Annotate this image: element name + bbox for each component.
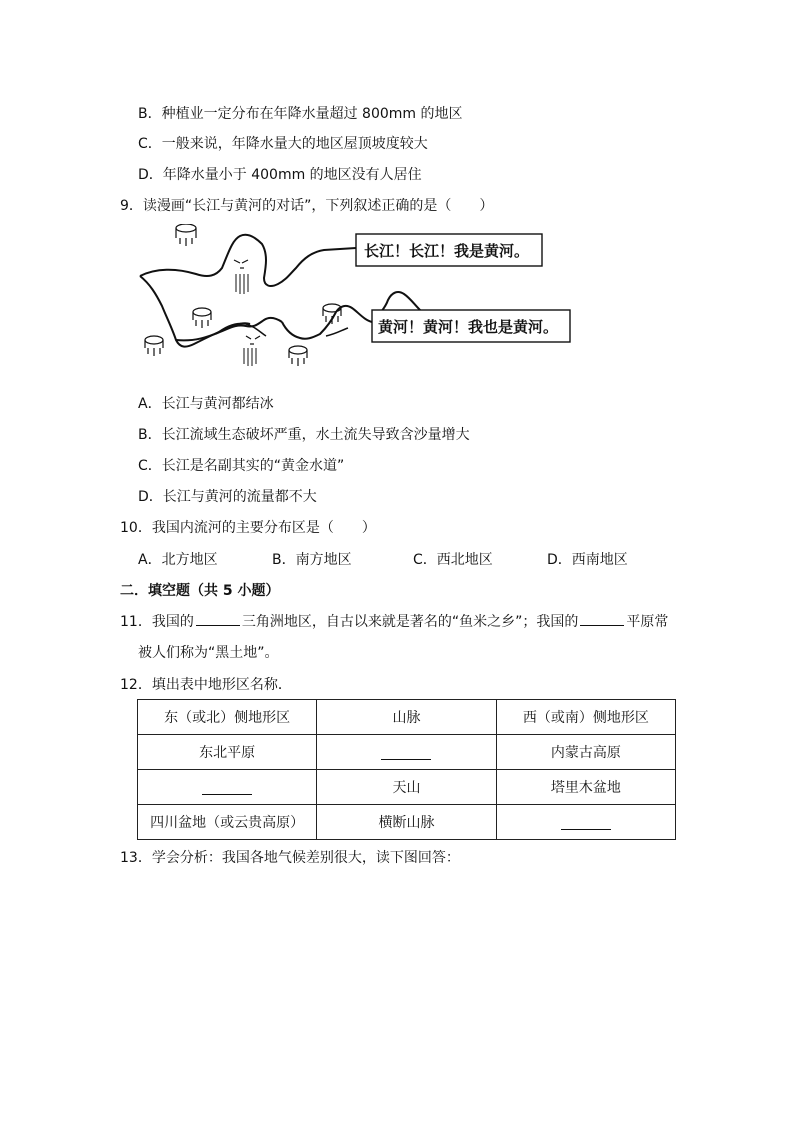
tree-stump-icons <box>145 224 341 366</box>
q10-stem: 10．我国内流河的主要分布区是（ ） <box>120 520 376 536</box>
header-east-north: 东（或北）侧地形区 <box>138 700 317 735</box>
header-west-south: 西（或南）侧地形区 <box>496 700 675 735</box>
q10-option-c: C．西北地区 <box>413 552 493 568</box>
q9-option-c: C．长江是名副其实的“黄金水道” <box>138 458 345 474</box>
table-cell: 内蒙古高原 <box>496 735 675 770</box>
q8-option-d: D．年降水量小于 400mm 的地区没有人居住 <box>138 167 422 183</box>
q8-option-b: B．种植业一定分布在年降水量超过 800mm 的地区 <box>138 106 463 122</box>
table-header-row <box>138 700 676 735</box>
q9-option-d: D．长江与黄河的流量都不大 <box>138 489 317 505</box>
answer-blank[interactable] <box>381 745 431 760</box>
table-cell-blank[interactable] <box>496 805 675 840</box>
answer-blank[interactable] <box>202 780 252 795</box>
table-cell-blank[interactable] <box>317 735 496 770</box>
table-cell: 东北平原 <box>138 735 317 770</box>
header-mountains: 山脉 <box>317 700 496 735</box>
section-title-fill-in: 二．填空题（共 5 小题） <box>120 583 280 599</box>
q9-option-b: B．长江流域生态破坏严重，水土流失导致含沙量增大 <box>138 427 470 443</box>
yangtze-river-eyes <box>246 336 260 339</box>
q11-part3: 平原常 <box>626 614 669 630</box>
q11-line2: 被人们称为“黑土地”。 <box>138 645 279 661</box>
table-cell: 四川盆地（或云贵高原） <box>138 805 317 840</box>
q8-option-c: C．一般来说，年降水量大的地区屋顶坡度较大 <box>138 136 428 152</box>
q9-stem: 9．读漫画“长江与黄河的对话”，下列叙述正确的是（ ） <box>120 198 494 214</box>
table-row <box>138 770 676 805</box>
bubble-text-2: 黄河！黄河！我也是黄河。 <box>378 318 559 336</box>
q10-option-b: B．南方地区 <box>272 552 352 568</box>
table-cell: 天山 <box>317 770 496 805</box>
q10-option-d: D．西南地区 <box>547 552 628 568</box>
q10-option-a: A．北方地区 <box>138 552 218 568</box>
q11-blank-2[interactable] <box>580 613 624 626</box>
yangtze-river-lower-bank <box>176 318 282 341</box>
river-dialogue-cartoon <box>136 224 576 374</box>
q9-option-a: A．长江与黄河都结冰 <box>138 396 274 412</box>
q11-blank-1[interactable] <box>196 613 240 626</box>
q11-part1: 11．我国的 <box>120 614 194 630</box>
q13-stem: 13．学会分析：我国各地气候差别很大，读下图回答： <box>120 850 460 866</box>
table-cell: 塔里木盆地 <box>496 770 675 805</box>
yellow-river-eyes <box>234 260 248 263</box>
bubble-text-1: 长江！长江！我是黄河。 <box>364 242 530 260</box>
yangtze-river-beard <box>244 348 256 366</box>
table-cell-blank[interactable] <box>138 770 317 805</box>
yellow-river-beard <box>236 274 248 294</box>
answer-blank[interactable] <box>561 815 611 830</box>
terrain-table <box>137 699 676 840</box>
table-cell: 横断山脉 <box>317 805 496 840</box>
table-row <box>138 805 676 840</box>
q11-line1 <box>120 613 668 631</box>
table-row <box>138 735 676 770</box>
q12-stem: 12．填出表中地形区名称． <box>120 677 292 693</box>
q11-part2: 三角洲地区，自古以来就是著名的“鱼米之乡”；我国的 <box>241 614 579 630</box>
